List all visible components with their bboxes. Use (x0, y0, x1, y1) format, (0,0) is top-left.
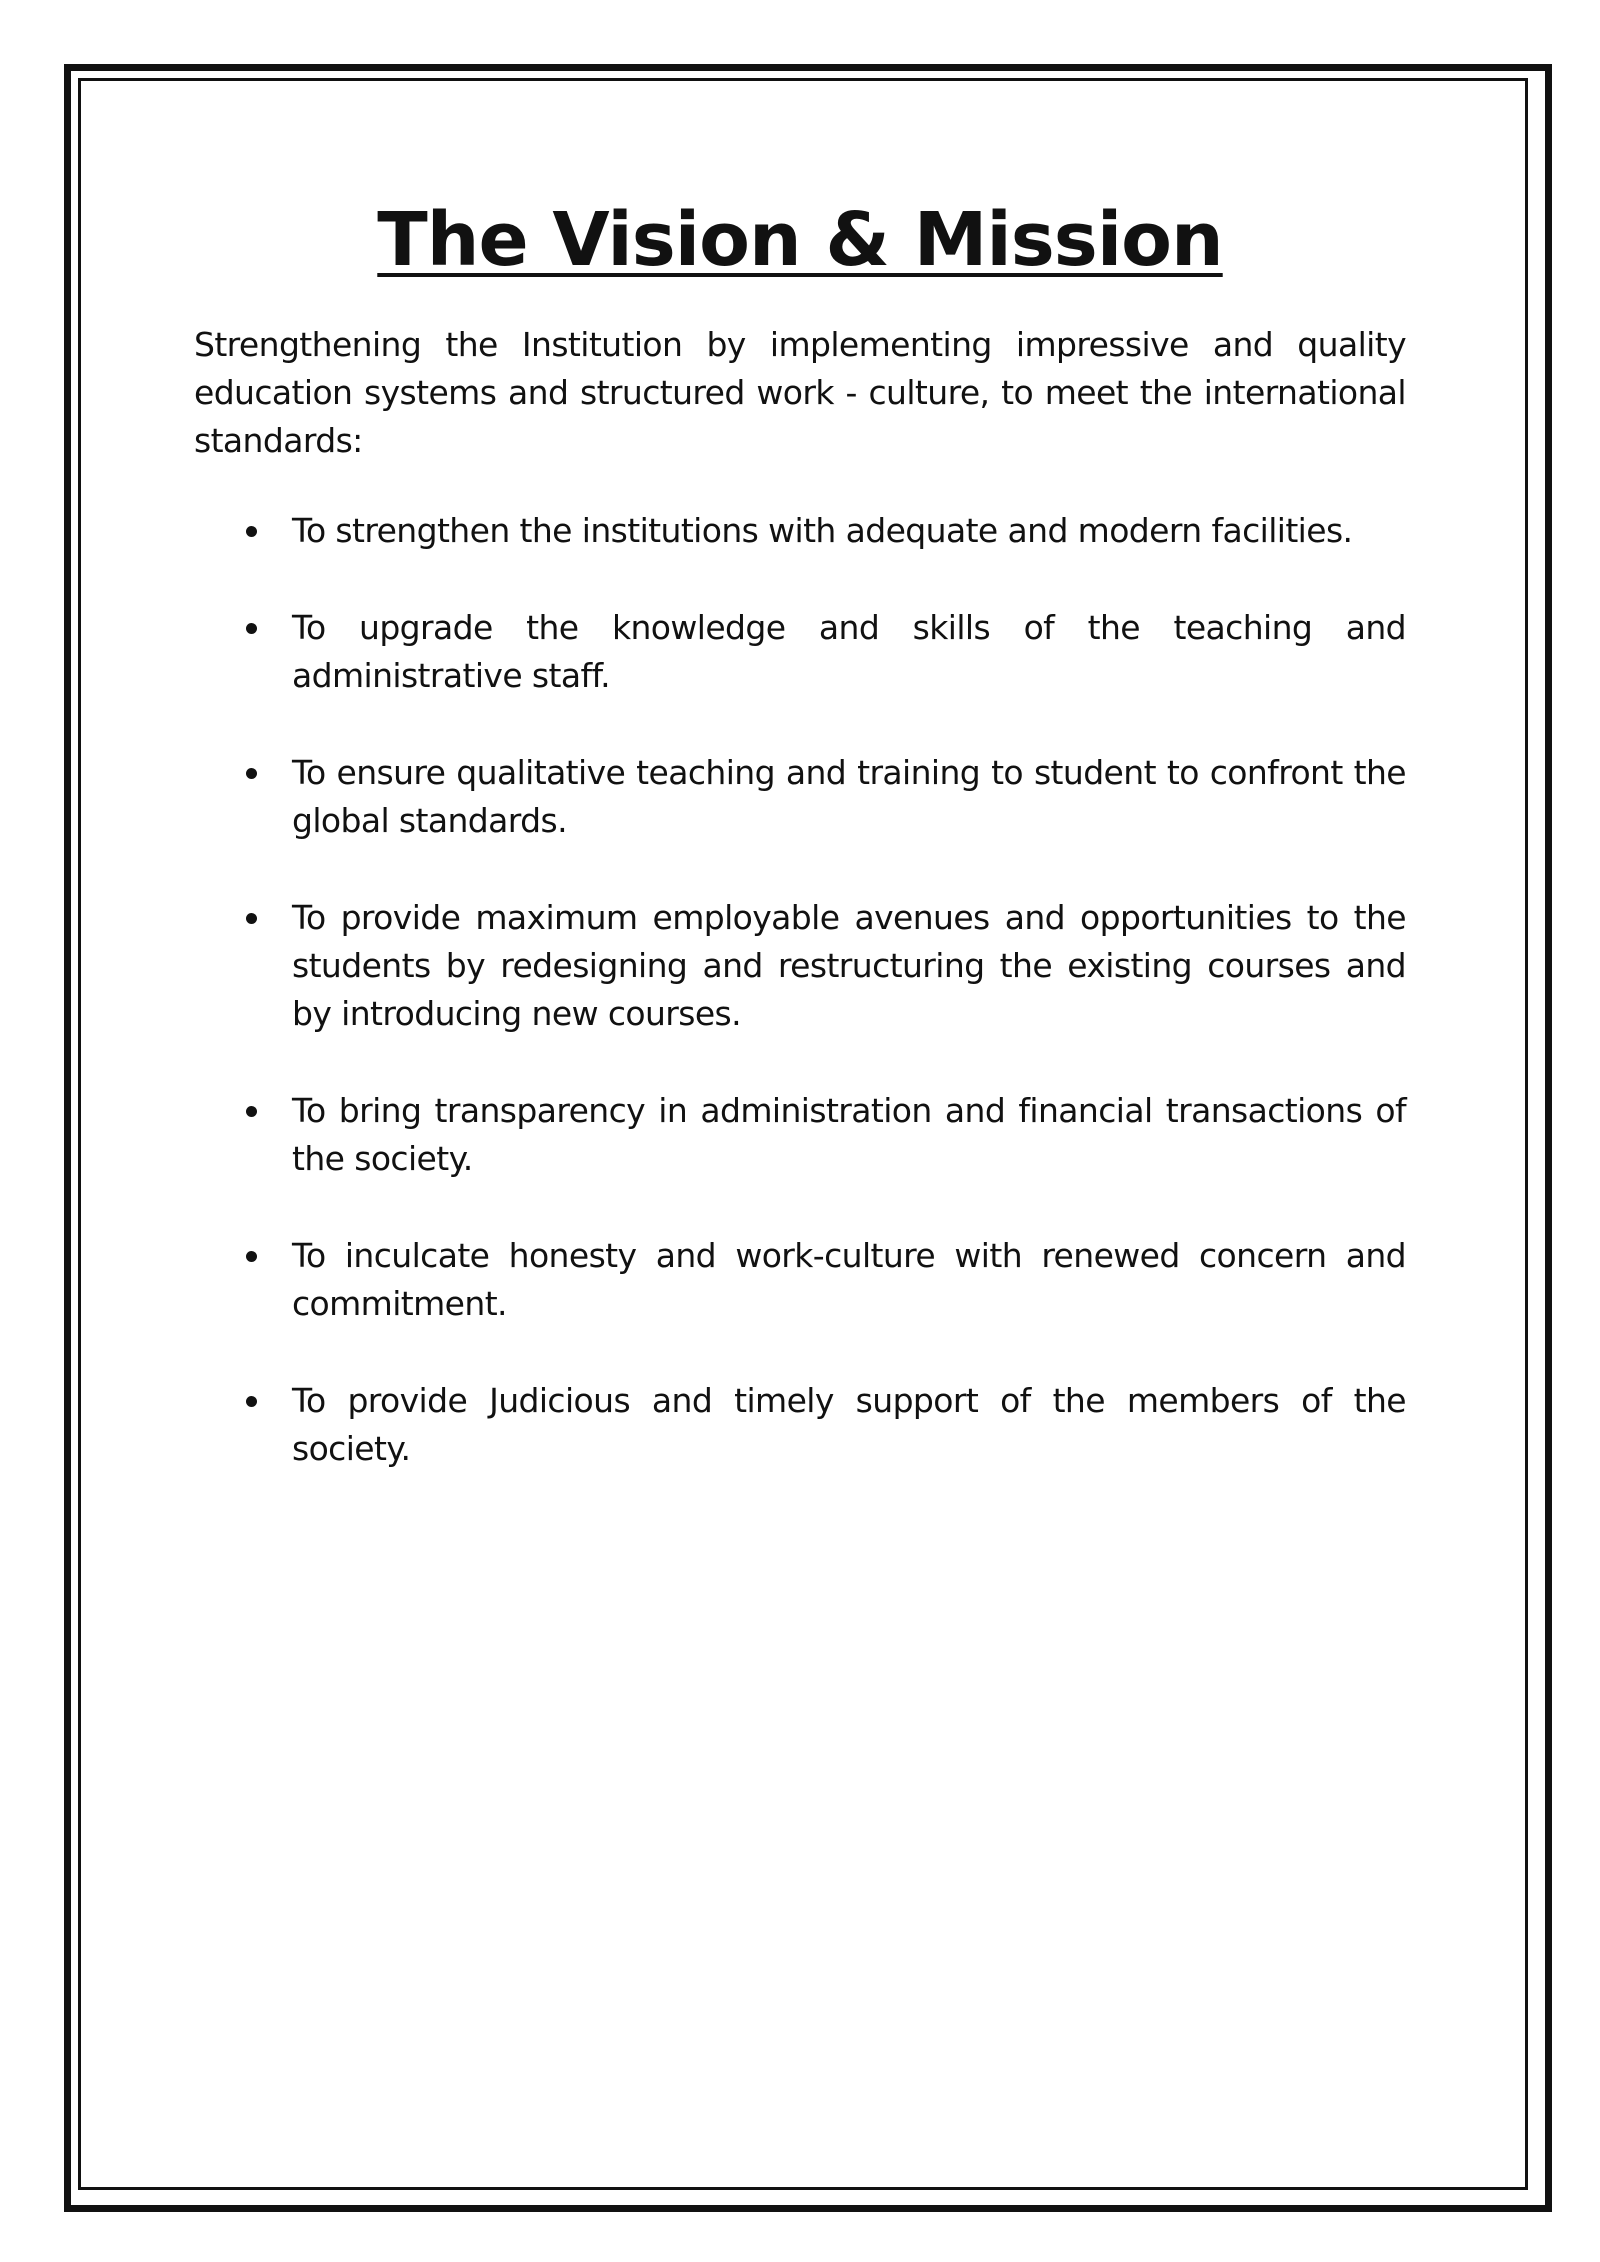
intro-paragraph: Strengthening the Institution by implementing impressive and quality education systems and structured work - culture, to meet the international standards: (194, 325, 1406, 461)
goal-item (194, 507, 1406, 555)
bullet-icon (246, 768, 257, 779)
bullet-icon (246, 913, 257, 924)
bullet-icon (246, 1251, 257, 1262)
bullet-icon (246, 623, 257, 634)
goal-text: To provide maximum employable avenues and opportunities to the students by redesigning and restructuring the existing courses and by introducing new courses. (292, 898, 1406, 1034)
page-content (194, 197, 1406, 1522)
goal-item (194, 1087, 1406, 1183)
goal-text: To inculcate honesty and work-culture with renewed concern and commitment. (292, 1236, 1406, 1324)
goal-text: To upgrade the knowledge and skills of the teaching and administrative staff. (292, 608, 1406, 696)
goal-item (194, 749, 1406, 845)
goal-text: To ensure qualitative teaching and training to student to confront the global standards. (292, 753, 1406, 841)
goal-item (194, 604, 1406, 700)
goal-item (194, 1377, 1406, 1473)
goal-item (194, 1232, 1406, 1328)
bullet-icon (246, 1396, 257, 1407)
goal-text: To bring transparency in administration and financial transactions of the society. (292, 1091, 1406, 1179)
bullet-icon (246, 1106, 257, 1117)
goal-text: To provide Judicious and timely support of the members of the society. (292, 1381, 1406, 1469)
page-title (194, 197, 1406, 283)
page-title-text: The Vision & Mission (377, 197, 1223, 283)
bullet-icon (246, 526, 257, 537)
goals-list (194, 507, 1406, 1473)
goal-item (194, 894, 1406, 1038)
goal-text: To strengthen the institutions with adequate and modern facilities. (292, 511, 1353, 551)
